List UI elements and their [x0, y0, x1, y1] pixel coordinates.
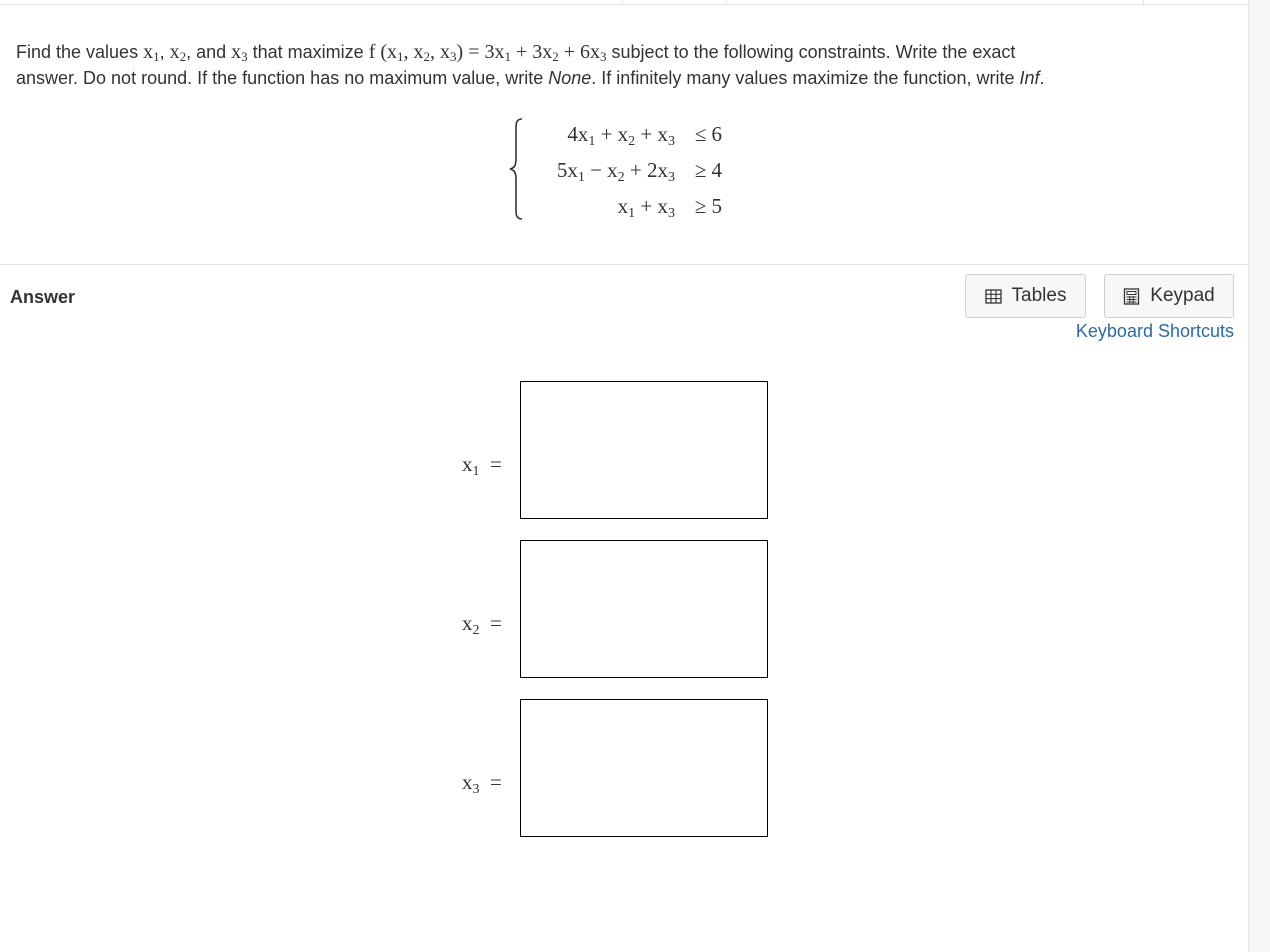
table-icon [985, 288, 1002, 305]
constraint-row [524, 120, 722, 148]
keypad-label: Keypad [1150, 285, 1215, 306]
x3-label: $x_3$ = [462, 770, 502, 797]
question-line-2: answer. Do not round. If the function has no maximum value, write None. If infinitely many values maximize the function, write Inf. [16, 68, 1045, 88]
constraint-relation: ≤ 6 [694, 121, 722, 146]
constraint-relation: ≥ 5 [694, 193, 722, 218]
top-tab-divider [1143, 0, 1144, 4]
math-x1: $x_1$ [143, 41, 160, 64]
tables-label: Tables [1011, 285, 1067, 306]
top-tab-divider [726, 0, 727, 4]
keyboard-shortcuts-link[interactable]: Keyboard Shortcuts [1075, 321, 1234, 341]
left-brace-icon [508, 117, 524, 221]
x2-answer-input[interactable] [520, 540, 768, 678]
x1-answer-input[interactable] [520, 381, 768, 519]
top-tab-divider [622, 0, 623, 4]
constraint-system [508, 117, 728, 221]
objective-function: f ($x_1$, $x_2$, $x_3) = 3x_1 + 3x_2 + 6x_3$ [368, 41, 607, 64]
question-text: Find the values $x_1$, $x_2$, and $x_3$ that maximize f ($x_1$, $x_2$, $x_3) = 3x_1 + 3x_2 + 6x_3$ subject to the following constraints. Write the exact answer. Do not round. If the function has no maximum value, write None. If infinitely many values maximize the function, write Inf. [16, 39, 1216, 91]
x3-answer-input[interactable] [520, 699, 768, 837]
constraint-row [524, 192, 722, 220]
top-divider [0, 4, 1248, 5]
constraint-row [524, 156, 722, 184]
x2-label: $x_2$ = [462, 611, 502, 638]
math-x3: $x_3$ [231, 41, 248, 64]
tables-button[interactable] [965, 274, 1086, 318]
calculator-icon [1123, 288, 1140, 305]
constraint-lhs: $5x_1 - x_2 + 2x_3$ [556, 157, 675, 185]
section-divider [0, 264, 1248, 265]
constraint-lhs: $x_1 + x_3$ [617, 193, 675, 221]
x1-label: $x_1$ = [462, 452, 502, 479]
keypad-button[interactable] [1104, 274, 1234, 318]
answer-heading: Answer [10, 287, 76, 307]
constraint-lhs: $4x_1 + x_2 + x_3$ [567, 121, 675, 149]
constraint-relation: ≥ 4 [694, 157, 722, 182]
math-x2: $x_2$ [169, 41, 187, 64]
right-scroll-gutter [1248, 0, 1270, 952]
